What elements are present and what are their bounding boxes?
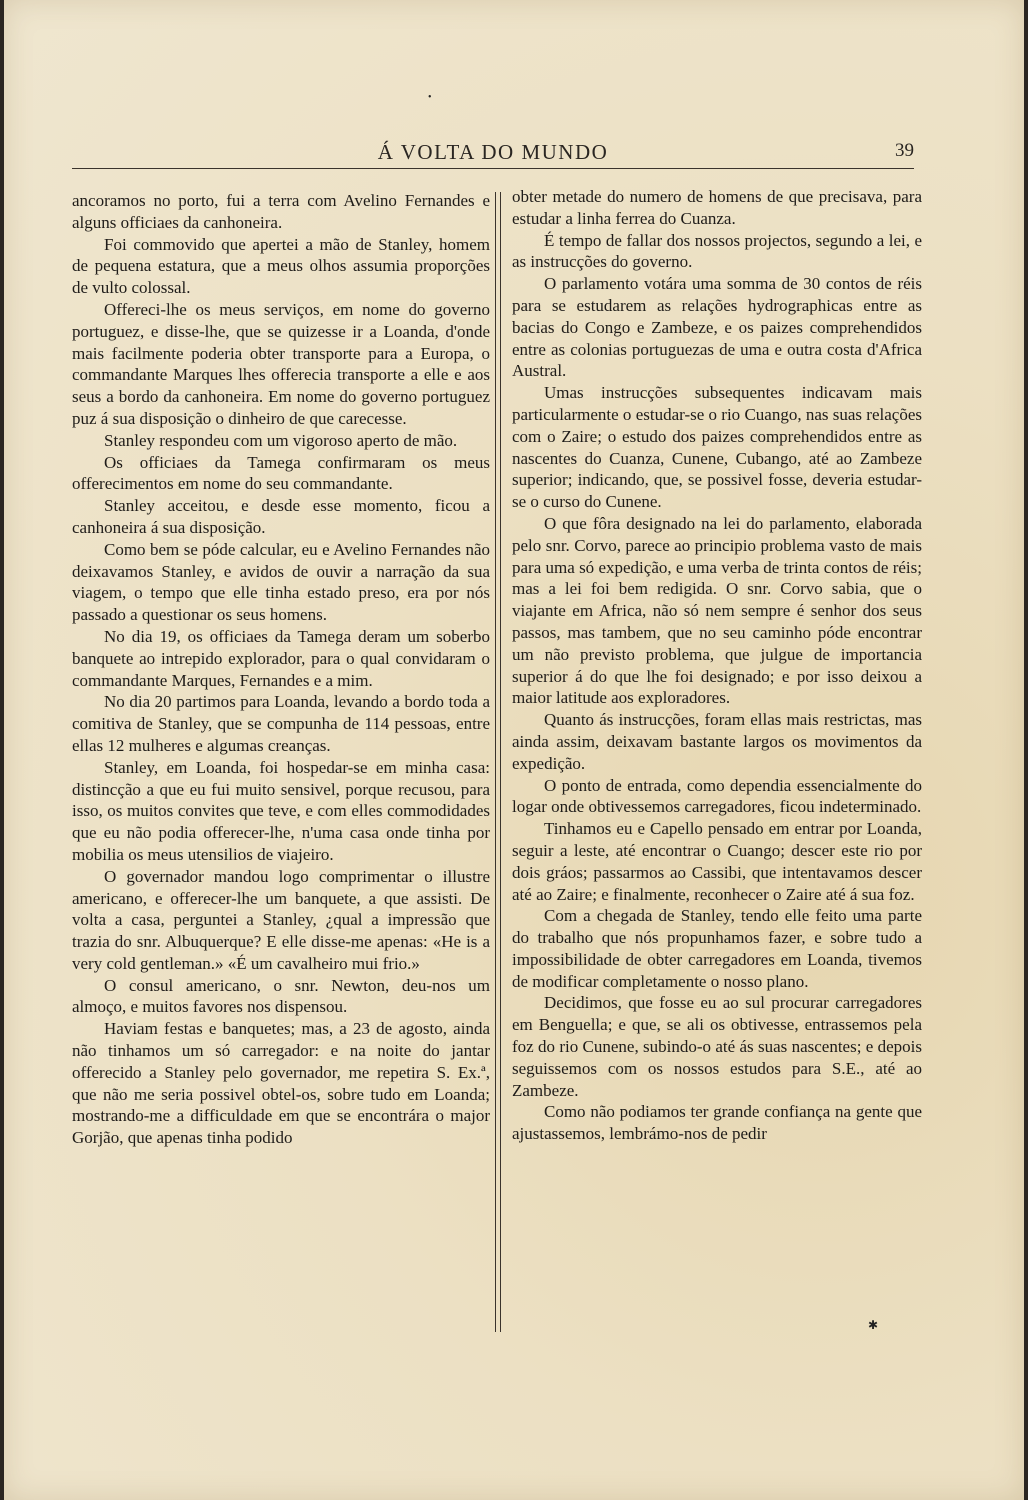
right-column [512, 186, 922, 1145]
paragraph: Tinhamos eu e Capello pensado em entrar por Loanda, seguir a leste, até encontrar o Cuango; descer este rio por dois gráos; passarmos ao Cassibi, que intentavamos descer até ao Zaire; e finalmente, reconhecer o Zaire até á sua foz. [512, 819, 922, 904]
paragraph: No dia 20 partimos para Loanda, levando a bordo toda a comitiva de Stanley, que se compunha de 114 pessoas, entre ellas 12 mulheres e algumas creanças. [72, 692, 490, 755]
paragraph: obter metade do numero de homens de que precisava, para estudar a linha ferrea do Cuanza. [512, 187, 922, 228]
column-separator [495, 192, 501, 1332]
paragraph: O parlamento votára uma somma de 30 contos de réis para se estudarem as relações hydrographicas entre as bacias do Congo e Zambeze, e os paizes comprehendidos entre as colonias portuguezas de uma e outra costa d'Africa Austral. [512, 274, 922, 381]
paragraph: Os officiaes da Tamega confirmaram os meus offerecimentos em nome do seu commandante. [72, 452, 490, 494]
paragraph: Como bem se póde calcular, eu e Avelino Fernandes não deixavamos Stanley, e avidos de ouvir a narração da sua viagem, o tempo que elle tinha estado preso, era por nós passado a questionar os seus homens. [72, 539, 490, 625]
print-speck: ✱ [868, 1318, 879, 1332]
paragraph: Com a chegada de Stanley, tendo elle feito uma parte do trabalho que nós propunhamos fazer, e sobre tudo a impossibilidade de obter carregadores em Loanda, tivemos de modificar completamente o nosso plano. [512, 906, 922, 991]
paragraph: Offereci-lhe os meus serviços, em nome do governo portuguez, e disse-lhe, que se quizesse ir a Loanda, d'onde mais facilmente poderia obter transporte para a Europa, o commandante Marques lhes offerecia transporte a elle e aos seus a bordo da canhoneira. Em nome do governo portuguez puz á sua disposição o dinheiro de que carecesse. [72, 299, 490, 428]
paragraph: Foi commovido que apertei a mão de Stanley, homem de pequena estatura, que a meus olhos assumia proporções de vulto colossal. [72, 234, 490, 298]
paragraph: No dia 19, os officiaes da Tamega deram um soberbo banquete ao intrepido explorador, para o qual convidaram o commandante Marques, Fernandes e a mim. [72, 626, 490, 690]
paragraph: Stanley acceitou, e desde esse momento, ficou a canhoneira á sua disposição. [72, 496, 490, 537]
paragraph: O que fôra designado na lei do parlamento, elaborada pelo snr. Corvo, parece ao principio problema vasto de mais para uma só expedição, e uma verba de trinta contos de réis; mas a lei foi bem redigida. O snr. Corvo sabia, que o viajante em Africa, não só nem sempre é senhor dos seus passos, mas tambem, que no seu caminho póde encontrar um não previsto problema, que julgue de importancia superior á do que lhe foi designado; e por isso deixou a maior latitude aos exploradores. [512, 513, 922, 708]
running-title: Á VOLTA DO MUNDO [377, 140, 609, 164]
paragraph: Quanto ás instrucções, foram ellas mais restrictas, mas ainda assim, deixavam bastante largos os movimentos da expedição. [512, 710, 922, 773]
running-header [72, 140, 914, 166]
paragraph: Haviam festas e banquetes; mas, a 23 de agosto, ainda não tinhamos um só carregador: e na noite do jantar offerecido a Stanley pelo governador, me repetira S. Ex.ª, que não me seria possivel obtel-os, sobre tudo em Loanda; mostrando-me a difficuldade em que se encontrára o major Gorjão, que apenas tinha podido [72, 1019, 490, 1148]
paragraph: O consul americano, o snr. Newton, deu-nos um almoço, e muitos favores nos dispensou. [72, 975, 490, 1017]
paragraph: ancoramos no porto, fui a terra com Avelino Fernandes e alguns officiaes da canhoneira. [72, 191, 490, 232]
book-page [4, 0, 1024, 1500]
paragraph: Como não podiamos ter grande confiança na gente que ajustassemos, lembrámo-nos de pedir [512, 1102, 922, 1144]
paragraph: O ponto de entrada, como dependia essencialmente do logar onde obtivessemos carregadores, ficou indeterminado. [512, 775, 922, 817]
paragraph: Umas instrucções subsequentes indicavam mais particularmente o estudar-se o rio Cuango, nas suas relações com o Zaire; o estudo dos paizes comprehendidos entre as nascentes do Cuanza, Cunene, Cubango, até ao Zambeze superior; indicando, que, se possivel fosse, deveria estudar-se o curso do Cunene. [512, 383, 922, 512]
paragraph: Decidimos, que fosse eu ao sul procurar carregadores em Benguella; e que, se ali os obtivesse, entrassemos pela foz do rio Cunene, subindo-o até ás suas nascentes; e depois seguissemos com os nossos estudos para S.E., até ao Zambeze. [512, 993, 922, 1100]
header-rule [72, 168, 914, 169]
print-speck: • [428, 92, 432, 103]
page-number: 39 [895, 140, 914, 161]
paragraph: O governador mandou logo comprimentar o illustre americano, e offerecer-lhe um banquete, a que assisti. De volta a casa, perguntei a Stanley, ¿qual a impressão que trazia do snr. Albuquerque? E elle disse-me apenas: «He is a very cold gentleman.» «É um cavalheiro mui frio.» [72, 866, 490, 973]
paragraph: Stanley respondeu com um vigoroso aperto de mão. [104, 430, 458, 450]
left-column [72, 190, 490, 1149]
paragraph: É tempo de fallar dos nossos projectos, segundo a lei, e as instrucções do governo. [512, 230, 922, 272]
paragraph: Stanley, em Loanda, foi hospedar-se em minha casa: distincção a que eu fui muito sensivel, porque recusou, para isso, os muitos convites que teve, e com elles commodidades que eu não podia offerecer-lhe, n'uma casa onde tinha por mobilia os meus utensilios de viajeiro. [72, 757, 490, 864]
